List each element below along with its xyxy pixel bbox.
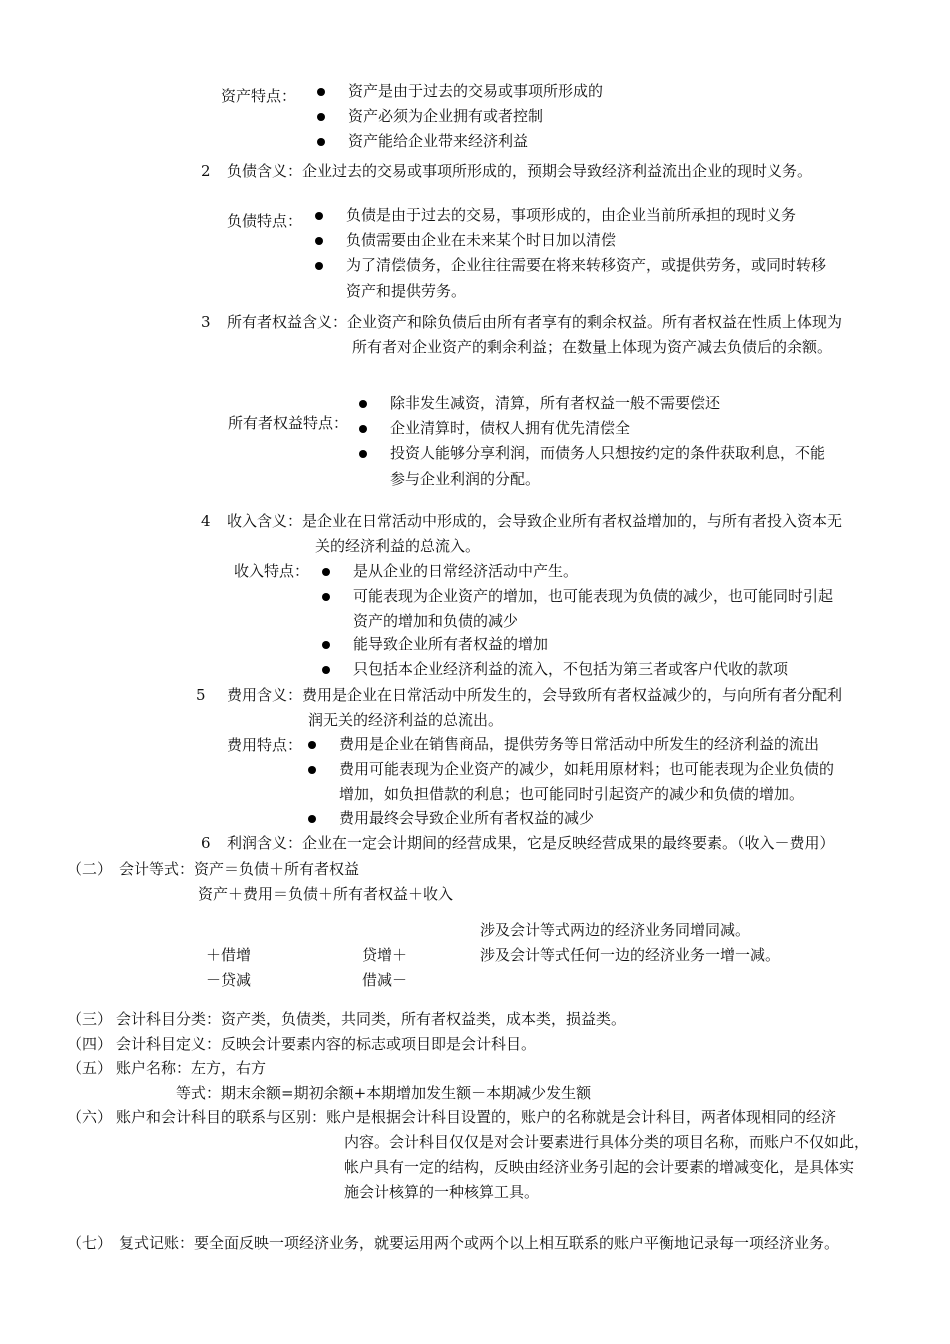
bullet-icon [317,138,325,146]
bullet-icon [359,425,367,433]
bullet-icon [317,113,325,121]
section6-line2: 内容。会计科目仅仅是对会计要素进行具体分类的项目名称，而账户不仅如此， [344,1133,870,1151]
credit-decrease-label: －贷减 [206,971,252,989]
profit-definition: 利润含义：企业在一定会计期间的经营成果，它是反映经营成果的最终要素。（收入－费用） [227,834,835,852]
expense-definition-line2: 润无关的经济利益的总流出。 [308,711,504,729]
bullet-icon [317,88,325,96]
bullet-icon [315,237,323,245]
equation-line1: 会计等式：资产＝负债＋所有者权益 [119,860,360,878]
bullet-icon [322,593,330,601]
section-text: 账户名称：左方，右方 [116,1059,267,1077]
revenue-feature-item: 能导致企业所有者权益的增加 [353,635,549,653]
equity-definition-line2: 所有者对企业资产的剩余利益；在数量上体现为资产减去负债后的余额。 [352,338,833,356]
bullet-icon [322,641,330,649]
liability-feature-item: 负债需要由企业在未来某个时日加以清偿 [346,231,617,249]
assets-feature-item: 资产是由于过去的交易或事项所形成的 [348,82,604,100]
bullet-icon [315,262,323,270]
section-text: 会计科目定义：反映会计要素内容的标志或项目即是会计科目。 [116,1035,537,1053]
section-label: （六） [67,1108,113,1126]
expense-number: 5 [196,686,206,704]
equity-features-label: 所有者权益特点： [228,414,349,432]
section-label: （四） [67,1035,113,1053]
profit-number: 6 [201,834,211,852]
section-label: （七） [67,1234,113,1252]
section6-line4: 施会计核算的一种核算工具。 [344,1183,540,1201]
equity-feature-item: 投资人能够分享利润，而债务人只想按约定的条件获取利息，不能 [390,444,826,462]
section6-line3: 帐户具有一定的结构，反映由经济业务引起的会计要素的增减变化，是具体实 [344,1158,855,1176]
debit-increase-label: ＋借增 [206,946,252,964]
section-label: （五） [67,1059,113,1077]
revenue-feature-continuation: 资产的增加和负债的减少 [353,612,519,630]
liability-features-label: 负债特点： [227,212,303,230]
equity-feature-item: 除非发生减资，清算，所有者权益一般不需要偿还 [390,394,721,412]
expense-feature-item: 费用可能表现为企业资产的减少，如耗用原材料；也可能表现为企业负债的 [339,760,835,778]
bullet-icon [322,568,330,576]
bullet-icon [359,400,367,408]
liability-number: 2 [201,162,211,180]
bullet-icon [315,212,323,220]
liability-feature-continuation: 资产和提供劳务。 [346,282,467,300]
section7-text: 复式记账：要全面反映一项经济业务，就要运用两个或两个以上相互联系的账户平衡地记录每一项经济业务。 [119,1234,840,1252]
assets-features-label: 资产特点： [221,87,297,105]
debit-decrease-label: 借减－ [362,971,408,989]
section-label: （三） [67,1010,113,1028]
expense-feature-item: 费用最终会导致企业所有者权益的减少 [339,809,595,827]
section-label: （二） [67,860,113,878]
expense-definition-line1: 费用含义：费用是企业在日常活动中所发生的，会导致所有者权益减少的，与向所有者分配利 [227,686,843,704]
liability-definition: 负债含义：企业过去的交易或事项所形成的，预期会导致经济利益流出企业的现时义务。 [227,162,813,180]
bullet-icon [308,741,316,749]
revenue-feature-item: 可能表现为企业资产的增加，也可能表现为负债的减少，也可能同时引起 [353,587,834,605]
assets-feature-item: 资产必须为企业拥有或者控制 [348,107,544,125]
expense-feature-item: 费用是企业在销售商品，提供劳务等日常活动中所发生的经济利益的流出 [339,735,820,753]
revenue-feature-item: 只包括本企业经济利益的流入，不包括为第三者或客户代收的款项 [353,660,789,678]
balance-formula: 等式：期末余额=期初余额+本期增加发生额－本期减少发生额 [176,1084,592,1102]
equity-feature-continuation: 参与企业利润的分配。 [390,470,541,488]
equity-number: 3 [201,313,211,331]
section6-line1: 账户和会计科目的联系与区别：账户是根据会计科目设置的，账户的名称就是会计科目，两者体现相同的经济 [116,1108,837,1126]
expense-feature-continuation: 增加，如负担借款的利息；也可能同时引起资产的减少和负债的增加。 [339,785,805,803]
bullet-icon [308,766,316,774]
revenue-number: 4 [201,512,211,530]
revenue-features-label: 收入特点： [234,562,310,580]
bullet-icon [322,666,330,674]
equation-line2: 资产＋费用＝负债＋所有者权益＋收入 [198,885,454,903]
liability-feature-item: 负债是由于过去的交易，事项形成的，由企业当前所承担的现时义务 [346,206,797,224]
bullet-icon [359,450,367,458]
credit-increase-label: 贷增＋ [362,946,408,964]
expense-features-label: 费用特点： [227,736,303,754]
bullet-icon [308,815,316,823]
equation-note: 涉及会计等式任何一边的经济业务一增一减。 [480,946,781,964]
assets-feature-item: 资产能给企业带来经济利益 [348,132,529,150]
equation-note: 涉及会计等式两边的经济业务同增同减。 [480,921,751,939]
revenue-feature-item: 是从企业的日常经济活动中产生。 [353,562,579,580]
revenue-definition-line1: 收入含义：是企业在日常活动中形成的，会导致企业所有者权益增加的，与所有者投入资本无 [227,512,843,530]
equity-definition-line1: 所有者权益含义：企业资产和除负债后由所有者享有的剩余权益。所有者权益在性质上体现为 [227,313,843,331]
equity-feature-item: 企业清算时，债权人拥有优先清偿全 [390,419,631,437]
section-text: 会计科目分类：资产类，负债类，共同类，所有者权益类，成本类，损益类。 [116,1010,627,1028]
revenue-definition-line2: 关的经济利益的总流入。 [315,537,481,555]
liability-feature-item: 为了清偿债务，企业往往需要在将来转移资产，或提供劳务，或同时转移 [346,256,827,274]
